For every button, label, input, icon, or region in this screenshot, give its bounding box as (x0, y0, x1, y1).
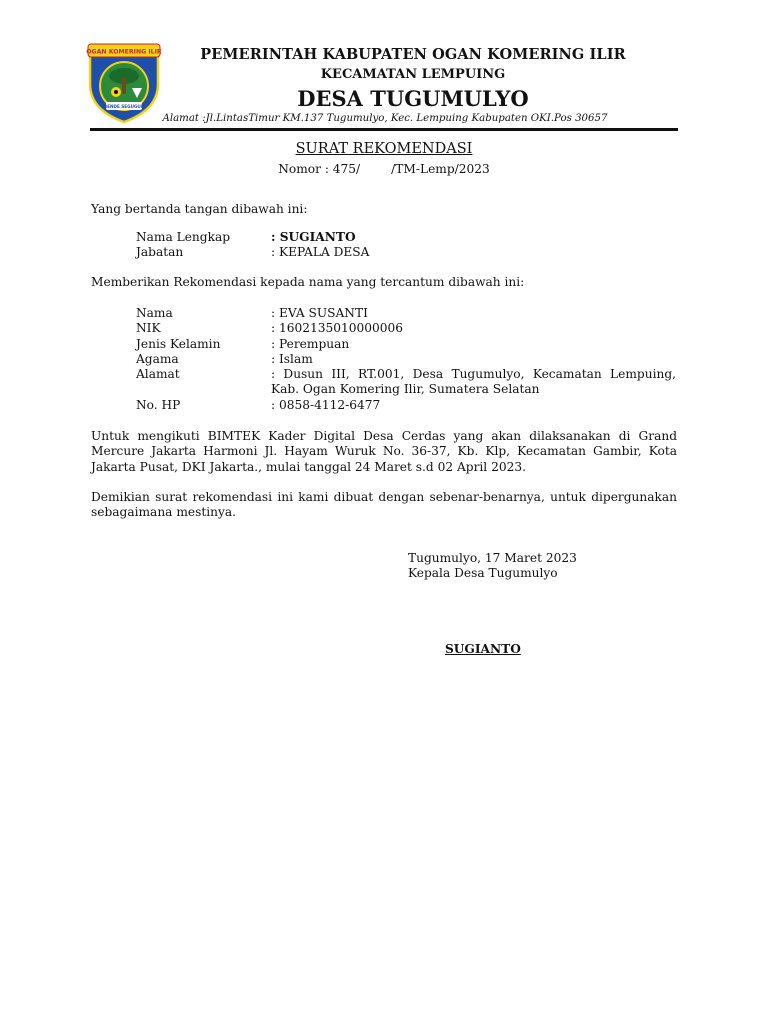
closing-paragraph: Demikian surat rekomendasi ini kami dibuat dengan sebenar-benarnya, untuk dipergunakan sebagaimana mestinya. (91, 490, 677, 520)
emblem-ribbon-text: OGAN KOMERING ILIR (86, 48, 162, 56)
field-value: : Perempuan (271, 337, 350, 351)
field-value: : Dusun III, RT.001, Desa Tugumulyo, Kecamatan Lempuing, Kab. Ogan Komering Ilir, Sumatera Selatan (271, 367, 676, 397)
field-value: : Islam (271, 352, 313, 366)
field-value: : EVA SUSANTI (271, 306, 368, 320)
field-value: : KEPALA DESA (271, 245, 370, 259)
emblem-motto-text: BENDE SEGUGUK (103, 104, 145, 109)
letterhead-government: PEMERINTAH KABUPATEN OGAN KOMERING ILIR (200, 46, 626, 63)
letterhead-district: KECAMATAN LEMPUING (320, 67, 506, 82)
letter-title: SURAT REKOMENDASI (295, 141, 473, 157)
field-value: : SUGIANTO (271, 230, 356, 244)
field-label: Agama (136, 352, 179, 366)
field-value: : 0858-4112-6477 (271, 398, 381, 412)
regency-emblem-icon (82, 40, 166, 124)
letter-number: Nomor : 475/ /TM-Lemp/2023 (278, 162, 490, 176)
field-label: Nama (136, 306, 173, 320)
purpose-paragraph: Untuk mengikuti BIMTEK Kader Digital Desa Cerdas yang akan dilaksanakan di Grand Mercure Jakarta Harmoni Jl. Hayam Wuruk No. 36-37, Kb. Klp, Kecamatan Gambir, Kota Jakarta Pusat, DKI Jakarta., mulai tanggal 24 Maret s.d 02 April 2023. (91, 429, 677, 474)
field-label: Jabatan (136, 245, 184, 259)
signer-name: SUGIANTO (445, 642, 521, 656)
letterhead-address: Alamat :Jl.LintasTimur KM.137 Tugumulyo, Kec. Lempuing Kabupaten OKI.Pos 30657 (162, 113, 608, 124)
place-date: Tugumulyo, 17 Maret 2023 (408, 551, 577, 565)
field-label: Jenis Kelamin (136, 337, 221, 351)
letterhead-divider (90, 128, 678, 131)
intro-text: Yang bertanda tangan dibawah ini: (91, 202, 308, 216)
recommend-intro-text: Memberikan Rekomendasi kepada nama yang tercantum dibawah ini: (91, 275, 525, 289)
letterhead (170, 46, 656, 112)
field-label: NIK (136, 321, 161, 335)
field-label: No. HP (136, 398, 181, 412)
letterhead-village: DESA TUGUMULYO (297, 86, 529, 111)
field-label: Alamat (136, 367, 180, 381)
field-label: Nama Lengkap (136, 230, 231, 244)
field-value: : 1602135010000006 (271, 321, 404, 335)
signer-position: Kepala Desa Tugumulyo (408, 566, 558, 580)
